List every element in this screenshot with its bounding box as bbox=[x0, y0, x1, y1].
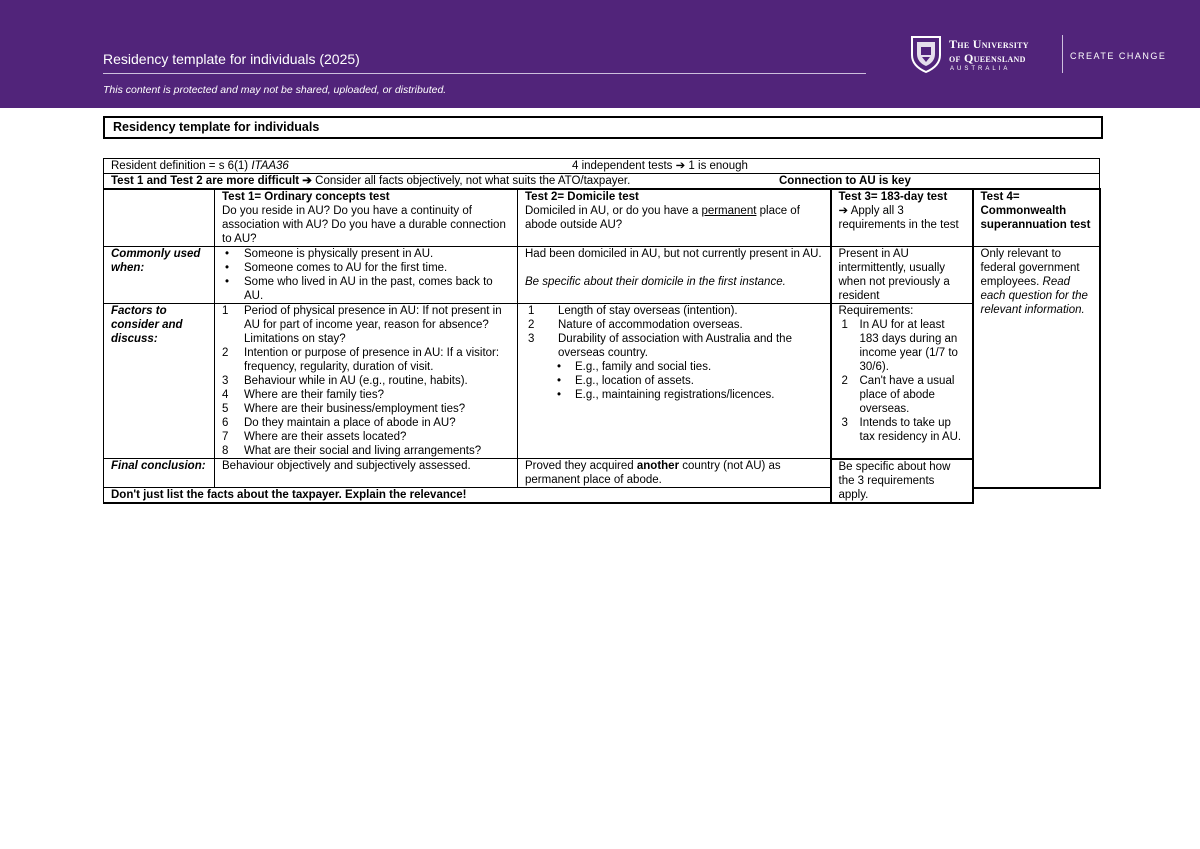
test2-commonly-used bbox=[518, 247, 831, 304]
test3-commonly-used bbox=[831, 247, 973, 304]
arrow-right-icon: ➔ bbox=[838, 205, 849, 217]
list-item bbox=[842, 374, 966, 416]
list-text: Nature of accommodation overseas. bbox=[558, 319, 743, 331]
difficulty-rest: Consider all facts objectively, not what suits the ATO/taxpayer. bbox=[311, 175, 631, 187]
test3-title: Test 3= 183-day test bbox=[838, 191, 948, 203]
list-item: • E.g., location of assets. bbox=[525, 374, 824, 388]
list-number: 1 bbox=[222, 305, 229, 317]
final-conclusion-label: Final conclusion: bbox=[104, 459, 215, 488]
list-text: Durability of association with Australia and the overseas country. bbox=[558, 333, 792, 359]
test3-description bbox=[839, 204, 966, 232]
test3-factors bbox=[831, 304, 973, 459]
crest-icon bbox=[910, 35, 942, 73]
arrow-right-icon: ➔ bbox=[675, 160, 686, 172]
university-tagline: CREATE CHANGE bbox=[1070, 51, 1167, 61]
test2-desc-post: place of abode outside AU? bbox=[525, 205, 800, 231]
list-number: 1 bbox=[528, 305, 535, 317]
test2-desc-pre: Domiciled in AU, or do you have a bbox=[525, 205, 702, 217]
list-text: Length of stay overseas (intention). bbox=[558, 305, 738, 317]
commonly-used-label: Commonly used when: bbox=[104, 247, 215, 304]
list-text: Can't have a usual place of abode overseas. bbox=[859, 375, 955, 415]
test4-commonly-text: Only relevant to federal government employees. bbox=[980, 248, 1080, 288]
tests-header-row bbox=[104, 189, 1100, 247]
document-title: Residency template for individuals (2025) bbox=[103, 51, 360, 67]
list-item bbox=[222, 304, 511, 346]
list-item bbox=[528, 332, 824, 360]
definition-act: ITAA36 bbox=[251, 160, 289, 172]
test3-header bbox=[831, 189, 973, 247]
list-item bbox=[842, 416, 966, 444]
definition-label: Resident definition = s 6(1) bbox=[111, 160, 252, 172]
test1-description: Do you reside in AU? Do you have a continuity of association with AU? Do you have a durable connection to AU? bbox=[222, 205, 506, 245]
tests-summary bbox=[572, 159, 748, 173]
test4-details bbox=[973, 247, 1100, 488]
test2-desc-underlined: permanent bbox=[701, 205, 757, 217]
empty-cell bbox=[104, 189, 215, 247]
test2-title: Test 2= Domicile test bbox=[525, 191, 639, 203]
difficulty-row bbox=[104, 174, 1100, 190]
list-item: • Someone comes to AU for the first time. bbox=[222, 261, 511, 275]
test1-final: Behaviour objectively and subjectively assessed. bbox=[215, 459, 518, 488]
test1-commonly-used bbox=[215, 247, 518, 304]
test1-header bbox=[215, 189, 518, 247]
list-number: 2 bbox=[841, 375, 848, 387]
difficulty-note bbox=[111, 175, 630, 187]
list-text: Where are their family ties? bbox=[244, 389, 384, 401]
header-banner bbox=[0, 0, 1200, 108]
university-name bbox=[949, 37, 1029, 65]
tests-summary-pre: 4 independent tests bbox=[572, 160, 676, 172]
university-country: AUSTRALIA bbox=[950, 66, 1011, 72]
list-text: Intends to take up tax residency in AU. bbox=[859, 417, 962, 443]
list-item: • Someone is physically present in AU. bbox=[222, 247, 511, 261]
logo-divider bbox=[1062, 35, 1063, 73]
list-item bbox=[842, 318, 966, 374]
test2-commonly-text: Had been domiciled in AU, but not currently present in AU. bbox=[525, 248, 822, 260]
list-number: 8 bbox=[222, 445, 229, 457]
list-item bbox=[222, 402, 511, 416]
connection-key: Connection to AU is key bbox=[779, 175, 911, 187]
test3-final-text: Be specific about how the 3 requirements apply. bbox=[838, 460, 951, 501]
list-item: • E.g., maintaining registrations/licences. bbox=[525, 388, 824, 402]
list-number: 4 bbox=[222, 389, 229, 401]
test2-final-pre: Proved they acquired bbox=[525, 460, 637, 472]
list-number: 5 bbox=[222, 403, 229, 415]
test2-factors bbox=[518, 304, 831, 459]
test4-commonly-note: Read each question for the relevant information. bbox=[980, 276, 1088, 316]
list-text: Intention or purpose of presence in AU: If a visitor: frequency, regularity, duration of visit. bbox=[244, 347, 500, 373]
list-text: In AU for at least 183 days during an income year (1/7 to 30/6). bbox=[859, 319, 958, 373]
factors-label: Factors to consider and discuss: bbox=[104, 304, 215, 459]
test3-final bbox=[831, 459, 973, 504]
test2-final-post: country (not AU) as permanent place of abode. bbox=[525, 460, 781, 486]
resident-definition bbox=[111, 160, 289, 172]
tests-summary-post: 1 is enough bbox=[685, 160, 748, 172]
test3-requirements-heading: Requirements: bbox=[838, 305, 914, 317]
list-number: 2 bbox=[528, 319, 535, 331]
list-text: What are their social and living arrangements? bbox=[244, 445, 482, 457]
list-number: 7 bbox=[222, 431, 229, 443]
test2-description bbox=[525, 204, 824, 232]
test2-final-bold: another bbox=[636, 460, 680, 472]
residency-table bbox=[103, 158, 1101, 504]
university-name-line1: The University bbox=[949, 37, 1029, 51]
list-text: Where are their business/employment ties? bbox=[244, 403, 466, 415]
list-number: 6 bbox=[222, 417, 229, 429]
list-text: Period of physical presence in AU: If not present in AU for part of income year, reason for absence? Limitations on stay? bbox=[244, 305, 502, 345]
final-conclusion-row bbox=[104, 459, 1100, 488]
university-logo bbox=[910, 35, 1170, 77]
section-heading-text: Residency template for individuals bbox=[113, 120, 320, 134]
list-number: 3 bbox=[528, 333, 535, 345]
list-number: 1 bbox=[841, 319, 848, 331]
list-item bbox=[222, 388, 511, 402]
list-text: Behaviour while in AU (e.g., routine, habits). bbox=[244, 375, 468, 387]
test2-final bbox=[518, 459, 831, 488]
factors-row bbox=[104, 304, 1100, 459]
header-divider bbox=[103, 73, 866, 74]
list-text: Where are their assets located? bbox=[244, 431, 407, 443]
list-text: Do they maintain a place of abode in AU? bbox=[244, 417, 456, 429]
section-heading bbox=[103, 116, 1103, 139]
list-item bbox=[222, 430, 511, 444]
list-number: 2 bbox=[222, 347, 229, 359]
list-item bbox=[222, 444, 511, 458]
test1-factors bbox=[215, 304, 518, 459]
university-name-line2: of Queensland bbox=[949, 51, 1026, 65]
list-item bbox=[222, 416, 511, 430]
test3-commonly-text: Present in AU intermittently, usually when not previously a resident bbox=[838, 248, 950, 302]
arrow-right-icon: ➔ bbox=[302, 175, 312, 187]
list-item bbox=[222, 346, 511, 374]
test2-header bbox=[518, 189, 831, 247]
list-item: • Some who lived in AU in the past, comes back to AU. bbox=[222, 275, 511, 303]
test4-title: Test 4= Commonwealth superannuation test bbox=[980, 191, 1091, 231]
definition-row bbox=[104, 159, 1100, 174]
commonly-used-row bbox=[104, 247, 1100, 304]
list-item bbox=[528, 304, 824, 318]
list-item bbox=[528, 318, 824, 332]
list-item bbox=[222, 374, 511, 388]
list-number: 3 bbox=[841, 417, 848, 429]
test3-desc-text: Apply all 3 requirements in the test bbox=[838, 205, 959, 231]
list-number: 3 bbox=[222, 375, 229, 387]
copyright-notice: This content is protected and may not be shared, uploaded, or distributed. bbox=[103, 84, 447, 96]
list-item: • E.g., family and social ties. bbox=[525, 360, 824, 374]
test2-commonly-note: Be specific about their domicile in the first instance. bbox=[525, 276, 786, 288]
test4-header bbox=[973, 189, 1100, 247]
difficulty-bold: Test 1 and Test 2 are more difficult bbox=[111, 175, 303, 187]
test1-title: Test 1= Ordinary concepts test bbox=[222, 191, 390, 203]
footer-note: Don't just list the facts about the taxpayer. Explain the relevance! bbox=[104, 488, 831, 504]
